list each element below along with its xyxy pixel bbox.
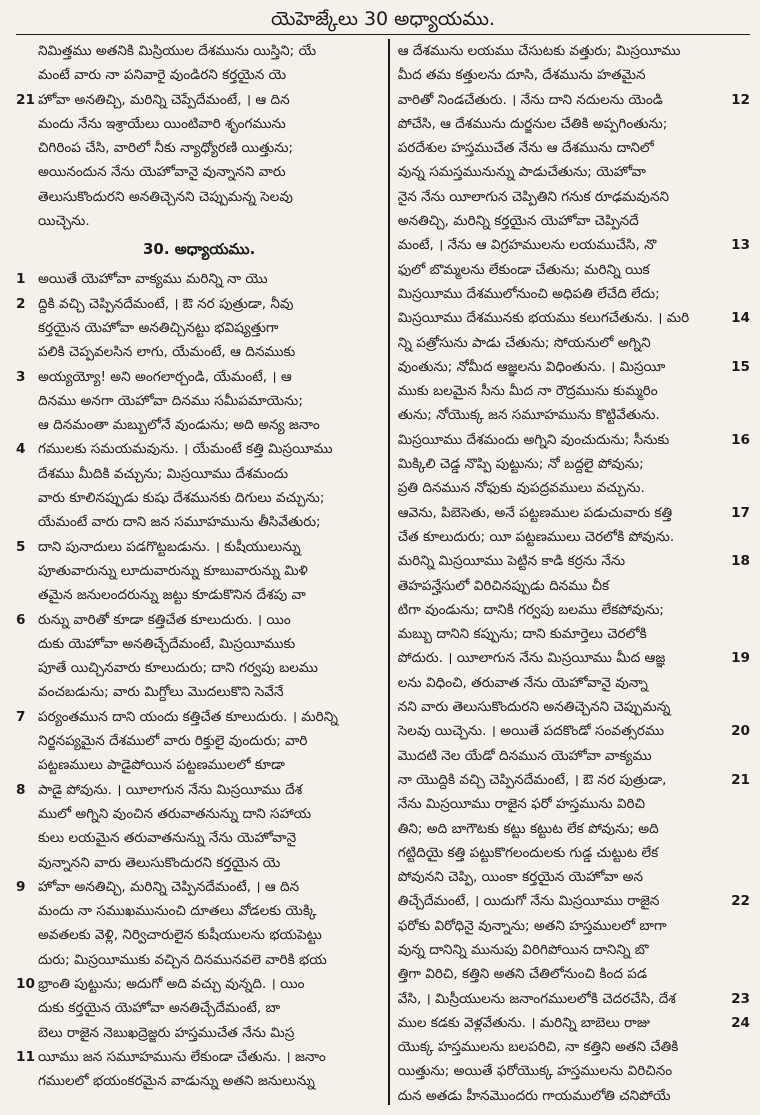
line-text: మిస్రయీము దేశములోనుంచి అధిపతి లేచేది లేదు; bbox=[397, 285, 660, 302]
line-text: నని వారు తెలుసుకొందురని అనతిచ్చెనని చెప్పుమన్న bbox=[397, 699, 671, 716]
line-text: దుకు యెహోవా అనతిచ్చేదేమంటే, మిస్రయీముకు bbox=[38, 635, 296, 652]
line-text: అయినందున నేను యెహోవానై వున్నానని వారు bbox=[38, 164, 286, 181]
line-text: పోచేసి, ఆ దేశమును దుర్జనుల చేతికి అప్పగింతును; bbox=[397, 115, 668, 132]
verse-number: 11 bbox=[16, 1048, 35, 1065]
line-text: పాడై పోవును. । యీలాగున నేను మిస్రయీము దేశ bbox=[38, 781, 303, 798]
line-text: దురు; మిస్రయీముకు వచ్చిన దినమునవలె వారికి భయ bbox=[38, 951, 327, 968]
line-text: మొదటి నెల యేడో దినమున యెహోవా వాక్యము bbox=[397, 747, 652, 764]
text-line bbox=[16, 1021, 382, 1045]
text-line bbox=[398, 160, 750, 184]
text-line bbox=[16, 705, 382, 729]
line-text: పూతువారున్ను లూదువారున్ను కూబువారున్ను మిళి bbox=[38, 562, 308, 579]
text-line bbox=[16, 875, 382, 899]
line-text: టిగా వుండును; దానికి గర్వపు బలము లేకపోవును; bbox=[397, 601, 664, 618]
text-line bbox=[16, 1045, 382, 1069]
line-text: మబ్బు దానిని కప్పును; దాని కుమార్తెలు చెరలోకి bbox=[397, 626, 647, 643]
line-text: కర్తయైన యెహోవా అనతిచ్చినట్టు భవిష్యత్తుగా bbox=[38, 319, 279, 336]
line-text: తును; నోయొక్క జన సమూహమును కొట్టివేతును. bbox=[397, 407, 660, 424]
text-line bbox=[16, 923, 382, 947]
text-line bbox=[16, 632, 382, 656]
line-text: మందు నా సముఖమునుంచి దూతలు వోడలకు యెక్కి bbox=[38, 903, 317, 920]
two-column-body bbox=[16, 39, 750, 1109]
line-text: దాని పునాదులు పడగొట్టబడును. । కుషీయులున్ను bbox=[38, 538, 301, 555]
line-text: ములో అగ్నిని వుంచిన తరువాతనున్ను దాని సహాయ bbox=[38, 805, 312, 822]
line-text: చిగిరింప చేసి, వారిలో నీకు న్యాధ్యోరణి యిత్తును; bbox=[38, 140, 294, 157]
line-text: తిచ్చేదేమంటే, । యిదుగో నేను మిస్రయీము రాజైన bbox=[397, 893, 660, 910]
line-text: మరిన్ని మిస్రయీము పెట్టిన కాడి కర్రను నేను bbox=[397, 553, 626, 570]
text-line bbox=[398, 1011, 750, 1035]
text-line bbox=[398, 938, 750, 962]
line-text: భ్రాంతి పుట్టును; అదుగో అది వచ్చు వున్నది. । యిం bbox=[38, 975, 305, 992]
text-line bbox=[398, 501, 750, 525]
verse-number: 17 bbox=[731, 504, 750, 521]
text-line bbox=[398, 1084, 750, 1108]
line-text: తెలుసుకొందురని అనతిచ్చెనని చెప్పుమన్న సెలవు bbox=[38, 188, 293, 205]
line-text: ఆ దేశమును లయము చేసుటకు వత్తురు; మిస్రయీము bbox=[397, 43, 681, 59]
verse-number: 18 bbox=[731, 553, 750, 570]
line-text: నైన నేను యీలాగున చెప్పితిని గనుక రూఢమవునని bbox=[397, 188, 670, 205]
line-text: తమైన జనులందరున్ను జట్టు కూడుకొనిన దేశపు వా bbox=[38, 587, 306, 604]
text-line bbox=[398, 841, 750, 865]
line-text: మందు నేను ఇశ్రాయేలు యింటివారి శృంగమును bbox=[38, 115, 286, 132]
line-text: మిస్రయీము దేశమునకు భయము కలుగచేతును. । మరి bbox=[397, 310, 690, 327]
text-line bbox=[16, 535, 382, 559]
line-text: మీద తమ కత్తులను దూసి, దేశమును హతమైన bbox=[397, 67, 646, 84]
text-line bbox=[398, 671, 750, 695]
line-text: యిత్తును; అయితే ఫరోయొక్క హస్తములను విరిచినం bbox=[397, 1063, 673, 1080]
text-line bbox=[398, 889, 750, 913]
line-text: పర్యంతమున దాని యందు కత్తిచేత కూలుదురు. । మరిన్ని bbox=[38, 708, 338, 725]
text-line bbox=[16, 389, 382, 413]
text-line bbox=[16, 292, 382, 316]
text-line bbox=[398, 987, 750, 1011]
text-line bbox=[16, 656, 382, 680]
line-text: ముల కడకు వెళ్లవేతును. । మరిన్ని బాబెలు రాజు bbox=[397, 1014, 651, 1031]
text-line bbox=[398, 379, 750, 403]
text-line bbox=[16, 753, 382, 777]
line-text: యొక్క హస్తములను బలపరిచి, నా కత్తిని అతని చేతికి bbox=[397, 1039, 679, 1056]
line-text: ముకు బలమైన సీను మీద నా రౌద్రమును కుమ్మరిం bbox=[397, 383, 658, 400]
line-text: గట్టిదియై కత్తి పట్టుకొగలందులకు గుడ్డ చుట్టుట లేక bbox=[397, 844, 659, 861]
line-text: వున్న సమస్తమునున్ను పాడుచేతును; యెహోవా bbox=[397, 164, 646, 181]
line-text: మిస్రయీము దేశమందు అగ్నిని వుంచుదును; సీనుకు bbox=[397, 431, 670, 448]
line-text: పలికి చెప్పవలసిన లాగు, యేమంటే, ఆ దినముకు bbox=[38, 344, 296, 361]
text-line bbox=[398, 63, 750, 87]
verse-number: 12 bbox=[731, 91, 750, 108]
verse-number: 24 bbox=[731, 1014, 750, 1031]
line-text: త్తిగా విరిచి, కత్తిని అతని చేతిలోనుంచి కింద పడ bbox=[397, 966, 648, 983]
line-text: పట్టణములు పాడైపోయిన పట్టణములలో కూడా bbox=[38, 757, 285, 774]
text-line bbox=[16, 680, 382, 704]
text-line bbox=[16, 729, 382, 753]
text-line bbox=[398, 258, 750, 282]
verse-number: 4 bbox=[16, 441, 26, 458]
text-line bbox=[16, 112, 382, 136]
chapter-heading: 30. అధ్యాయము. bbox=[142, 240, 256, 259]
line-text: ఆవెను, పిబెసెతు, అనే పట్టణముల పడుచువారు కత్తి bbox=[397, 504, 673, 521]
text-line bbox=[398, 1035, 750, 1059]
text-line bbox=[398, 695, 750, 719]
line-text: దున అతడు హీనమొందరు గాయములోతి చనిపోయే bbox=[397, 1087, 671, 1104]
line-text: బెలు రాజైన నెబుఖద్రెజ్జరు హస్తముచేత నేను మిస్ర bbox=[38, 1024, 295, 1041]
line-text: హోవా అనతిచ్చి, మరిన్ని చెప్పేదేమంటే, । ఆ దిన bbox=[38, 91, 290, 108]
line-text: దుకు కర్తయైన యెహోవా అనతిచ్చేదేమంటే, బా bbox=[38, 1000, 281, 1017]
line-text: కులు లయమైన తరువాతనున్ను నేను యెహోవానై bbox=[38, 830, 297, 847]
text-line bbox=[398, 209, 750, 233]
verse-number: 14 bbox=[731, 310, 750, 327]
line-text: ఫరోకు విరోధినై వున్నాను; అతని హస్తములలో బాగా bbox=[397, 917, 667, 934]
verse-number: 3 bbox=[16, 368, 26, 385]
text-line bbox=[398, 719, 750, 743]
text-line bbox=[398, 914, 750, 938]
line-text: దినము అనగా యెహోవా దినము సమీపమాయెను; bbox=[38, 392, 303, 409]
page-title: యెహెజ్కేలు 30 అధ్యాయము. bbox=[271, 8, 495, 30]
text-line bbox=[398, 792, 750, 816]
text-line bbox=[16, 826, 382, 850]
text-line bbox=[16, 486, 382, 510]
verse-number: 1 bbox=[16, 271, 26, 288]
text-line bbox=[398, 112, 750, 136]
text-line bbox=[16, 583, 382, 607]
text-line bbox=[398, 88, 750, 112]
text-line bbox=[16, 316, 382, 340]
text-line bbox=[16, 778, 382, 802]
text-line bbox=[398, 598, 750, 622]
text-line bbox=[16, 340, 382, 364]
text-line bbox=[16, 899, 382, 923]
line-text: తిని; అది బాగౌటకు కట్టు కట్టుట లేక పోవును; అది bbox=[397, 820, 659, 837]
verse-number: 13 bbox=[731, 237, 750, 254]
line-text: ఆ దినమంతా మబ్బులోనే వుండును; అది అన్య జనాం bbox=[38, 417, 320, 434]
line-text: మంటే వారు నా పనివారై వుండిరని కర్తయైన యె bbox=[38, 67, 287, 84]
line-text: ఫులో బొమ్మలను లేకుండా చేతును; మరిన్ని యిక bbox=[397, 261, 650, 278]
line-text: అనతిచ్చి, మరిన్ని కర్తయైన యెహోవా చెప్పినదే bbox=[397, 213, 639, 230]
text-line bbox=[398, 549, 750, 573]
line-text: అయితే యెహోవా వాక్యము మరిన్ని నా యొ bbox=[38, 271, 268, 288]
text-line bbox=[16, 365, 382, 389]
verse-number: 21 bbox=[731, 771, 750, 788]
text-line bbox=[398, 476, 750, 500]
text-line bbox=[16, 39, 382, 63]
text-line bbox=[398, 428, 750, 452]
line-text: నా యొద్దికి వచ్చి చెప్పినదేమంటే, । ఔ నర పుత్రుడా, bbox=[397, 771, 667, 788]
text-line bbox=[398, 768, 750, 792]
line-text: సెలవు యిచ్చెను. । అయితే పదకొండో సంవత్సరము bbox=[397, 723, 665, 740]
text-line bbox=[398, 306, 750, 330]
line-text: మిక్కిలి చెడ్డ నొప్పి పుట్టును; నో బద్దలై పోవును; bbox=[397, 456, 644, 473]
text-line bbox=[16, 136, 382, 160]
text-line bbox=[398, 1059, 750, 1083]
text-line bbox=[16, 209, 382, 233]
line-text: వున్న దానిన్ని మునుపు విరిగిపోయిన దానిన్ని బొ bbox=[397, 941, 649, 958]
line-text: వుంతును; నోమీద ఆజ్ఞలను విధింతును. । మిస్రయీ bbox=[397, 358, 666, 375]
line-text: యేమంటే వారు దాని జన సమూహమును తీసివేతురు; bbox=[38, 514, 321, 531]
text-line bbox=[398, 865, 750, 889]
line-text: అవతలకు వెళ్లి, నిర్విచారులైన కుషీయులను భయపెట్టు bbox=[38, 927, 322, 944]
text-line bbox=[16, 948, 382, 972]
line-text: పోదురు. । యీలాగున నేను మిస్రయీము మీద ఆజ్ఞ bbox=[397, 650, 666, 667]
line-text: ద్దికి వచ్చి చెప్పినదేమంటే, । ఔ నర పుత్రుడా, నీవు bbox=[38, 295, 294, 312]
verse-number: 6 bbox=[16, 611, 26, 628]
text-line bbox=[398, 331, 750, 355]
text-line bbox=[16, 851, 382, 875]
line-text: చేత కూలుదురు; యీ పట్టణములు చెరలోకి పోవును. bbox=[397, 528, 675, 545]
line-text: అయ్యయ్యో! అని అంగలార్చండి, యేమంటే, । ఆ bbox=[38, 368, 292, 385]
line-text: తెహపన్హేసులో విరిచినప్పుడు దినము చీక bbox=[397, 577, 610, 594]
verse-number: 15 bbox=[731, 358, 750, 375]
text-line bbox=[16, 437, 382, 461]
verse-number: 7 bbox=[16, 708, 26, 725]
verse-number: 16 bbox=[731, 431, 750, 448]
line-text: మంటే, । నేను ఆ విగ్రహములను లయముచేసి, నొ bbox=[397, 237, 657, 254]
text-line bbox=[16, 63, 382, 87]
text-line bbox=[398, 282, 750, 306]
text-line bbox=[16, 510, 382, 534]
verse-number: 20 bbox=[731, 723, 750, 740]
line-text: పరదేశుల హస్తముచేత నేను ఆ దేశమును దానిలో bbox=[397, 140, 654, 157]
text-line bbox=[398, 646, 750, 670]
line-text: న్ని పత్రోసును పాడు చేతును; సోయనులో అగ్నిని bbox=[397, 334, 651, 351]
line-text: గములలో భయంకరమైన వాడున్ను అతని జనులున్ను bbox=[38, 1073, 315, 1090]
line-text: ప్రతి దినమున నోఫుకు వుపద్రవములు వచ్చును. bbox=[397, 480, 645, 497]
text-line bbox=[16, 802, 382, 826]
verse-number: 21 bbox=[16, 91, 35, 108]
line-text: వారు కూలినప్పుడు కుషు దేశమునకు దిగులు వచ్చును; bbox=[38, 490, 325, 507]
line-text: వంచబడును; వారు మిగ్దోలు మొదలుకొని సెవేనే bbox=[38, 684, 284, 701]
line-text: వారితో నిండచేతురు. । నేను దాని నదులను యెండి bbox=[397, 91, 663, 108]
verse-number: 10 bbox=[16, 975, 35, 992]
line-text: నిర్జనప్యమైన దేశములో వారు రిక్తులై వుందురు; వారి bbox=[38, 733, 308, 750]
verse-number: 9 bbox=[16, 878, 26, 895]
text-line bbox=[16, 160, 382, 184]
text-line bbox=[16, 413, 382, 437]
line-text: యిచ్చెను. bbox=[38, 213, 90, 230]
line-text: పోవునని చెప్పి, యింకా కర్తయైన యెహోవా అన bbox=[397, 869, 644, 886]
line-text: నిమిత్తము అతనికి మిస్రియుల దేశమును యిస్తిని; యే bbox=[38, 43, 317, 59]
text-line bbox=[16, 608, 382, 632]
text-line bbox=[398, 817, 750, 841]
verse-number: 19 bbox=[731, 650, 750, 667]
line-text: దేశము మీదికి వచ్చును; మిస్రయీము దేశమందు bbox=[38, 465, 289, 482]
text-line bbox=[398, 136, 750, 160]
line-text: యీము జన సమూహమును లేకుండా చేతును. । జనాం bbox=[38, 1048, 326, 1065]
text-line bbox=[398, 39, 750, 63]
text-line bbox=[16, 996, 382, 1020]
verse-number: 23 bbox=[731, 990, 750, 1007]
line-text: పూతే యిచ్చినవారు కూలుదురు; దాని గర్వపు బలము bbox=[38, 660, 318, 677]
text-line bbox=[16, 1069, 382, 1093]
verse-number: 5 bbox=[16, 538, 26, 555]
verse-number: 8 bbox=[16, 781, 26, 798]
text-line bbox=[398, 452, 750, 476]
text-line bbox=[398, 622, 750, 646]
verse-number: 22 bbox=[731, 893, 750, 910]
text-line bbox=[16, 559, 382, 583]
verse-number: 2 bbox=[16, 295, 26, 312]
text-line bbox=[16, 267, 382, 291]
line-text: హోవా అనతిచ్చి, మరిన్ని చెప్పినదేమంటే, । ఆ దిన bbox=[38, 878, 300, 895]
line-text: నేను మిస్రయీము రాజైన ఫరో హస్తమును విరిచి bbox=[397, 796, 645, 813]
line-text: రున్ను వారితో కూడా కత్తిచేత కూలుదురు. । యిం bbox=[38, 611, 291, 628]
text-line bbox=[16, 88, 382, 112]
line-text: వున్నానని వారు తెలుసుకొందురని కర్తయైన యె bbox=[38, 854, 281, 871]
text-line bbox=[398, 233, 750, 257]
text-line bbox=[398, 403, 750, 427]
text-line bbox=[398, 962, 750, 986]
text-line bbox=[398, 744, 750, 768]
line-text: లను విధించి, తరువాత నేను యెహోవానై వున్నా bbox=[397, 674, 648, 691]
text-line bbox=[16, 462, 382, 486]
text-line bbox=[16, 185, 382, 209]
right-column bbox=[390, 39, 750, 1109]
text-line bbox=[398, 185, 750, 209]
text-line bbox=[398, 525, 750, 549]
line-text: వేసి, । మిస్రీయులను జనాంగములలోకి చెదరచేసి, దేశ bbox=[397, 990, 676, 1007]
page-header bbox=[16, 4, 750, 35]
line-text: గములకు సమయమవును. । యేమంటే కత్తి మిస్రయీము bbox=[38, 441, 333, 458]
text-line bbox=[398, 574, 750, 598]
text-line bbox=[16, 972, 382, 996]
text-line bbox=[398, 355, 750, 379]
left-column bbox=[16, 39, 388, 1109]
